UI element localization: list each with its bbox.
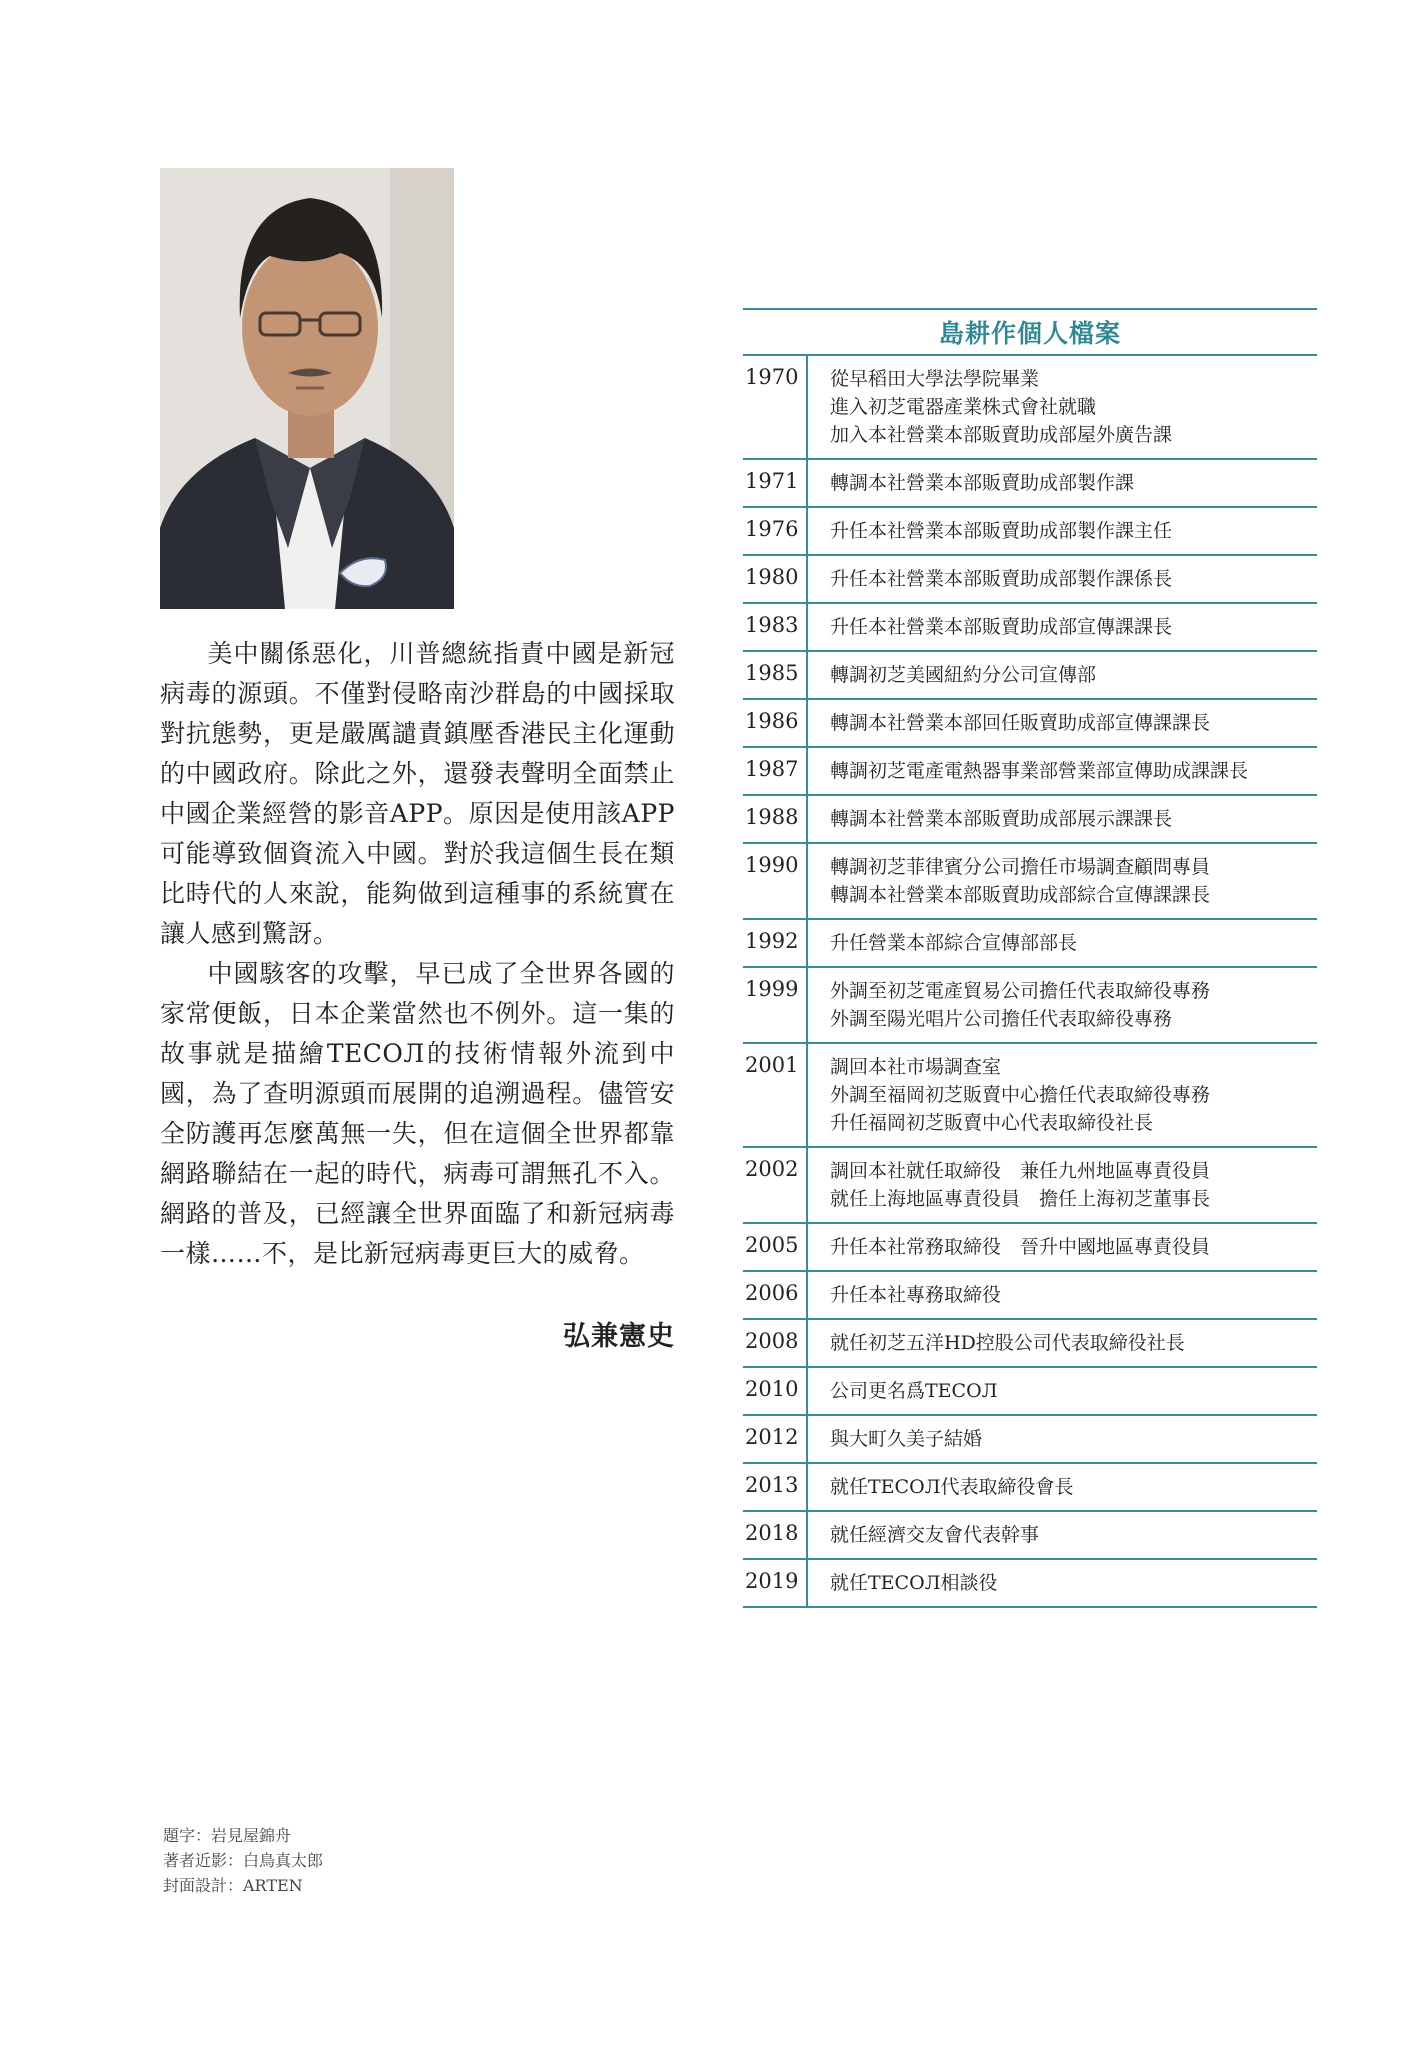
timeline-events [808,700,1317,746]
timeline-events [808,844,1317,918]
timeline-row [743,356,1317,460]
essay-paragraph: 中國駭客的攻擊，早已成了全世界各國的家常便飯，日本企業當然也不例外。這一集的故事就是描繪TECOЛ的技術情報外流到中國，為了查明源頭而展開的追溯過程。儘管安全防護再怎麼萬無一失，但在這個全世界都靠網路聯結在一起的時代，病毒可謂無孔不入。網路的普及，已經讓全世界面臨了和新冠病毒一樣……不，是比新冠病毒更巨大的威脅。 [160,959,675,1268]
timeline-row [743,748,1317,796]
timeline-row [743,1224,1317,1272]
timeline-events [808,1148,1317,1222]
timeline-events [808,1464,1317,1510]
timeline-event: 就任TECOЛ代表取締役會長 [830,1476,1074,1498]
credit-line: 題字：岩見屋錦舟 [163,1826,292,1845]
timeline-year: 1987 [743,748,808,794]
timeline-event: 外調至初芝電產貿易公司擔任代表取締役專務 [830,980,1211,1002]
author-photo [160,168,454,609]
timeline-year: 2002 [743,1148,808,1222]
timeline-event: 轉調本社營業本部回任販賣助成部宣傳課課長 [830,712,1211,734]
timeline-year: 1999 [743,968,808,1042]
timeline-event: 升任本社營業本部販賣助成部製作課係長 [830,568,1173,590]
timeline-year: 2006 [743,1272,808,1318]
timeline-event: 外調至福岡初芝販賣中心擔任代表取締役專務 [830,1084,1211,1106]
timeline-events [808,796,1317,842]
timeline-year: 2010 [743,1368,808,1414]
timeline-year: 1986 [743,700,808,746]
timeline-events [808,556,1317,602]
credits [163,1823,323,1898]
timeline-events [808,356,1317,458]
credit-line: 封面設計：ARTEN [163,1876,303,1895]
timeline-event: 公司更名爲TECOЛ [830,1380,998,1402]
timeline-event: 轉調初芝美國紐約分公司宣傳部 [830,664,1097,686]
timeline-events [808,748,1317,794]
timeline-row [743,796,1317,844]
timeline-year: 2005 [743,1224,808,1270]
timeline-row [743,508,1317,556]
timeline-event: 就任上海地區專責役員 擔任上海初芝董事長 [830,1188,1211,1210]
timeline-event: 調回本社市場調查室 [830,1056,1002,1078]
timeline-year: 2008 [743,1320,808,1366]
timeline-event: 就任經濟交友會代表幹事 [830,1524,1040,1546]
timeline-events [808,1512,1317,1558]
timeline-event: 轉調本社營業本部販賣助成部製作課 [830,472,1135,494]
timeline-event: 升任本社常務取締役 晉升中國地區專責役員 [830,1236,1211,1258]
timeline-row [743,1464,1317,1512]
timeline-row [743,556,1317,604]
timeline-events [808,968,1317,1042]
timeline-row [743,1512,1317,1560]
essay-paragraph: 美中關係惡化，川普總統指責中國是新冠病毒的源頭。不僅對侵略南沙群島的中國採取對抗態勢，更是嚴厲譴責鎮壓香港民主化運動的中國政府。除此之外，還發表聲明全面禁止中國企業經營的影音APP。原因是使用該APP可能導致個資流入中國。對於我這個生長在類比時代的人來說，能夠做到這種事的系統實在讓人感到驚訝。 [160,639,675,948]
timeline-event: 升任本社專務取締役 [830,1284,1002,1306]
credit-line: 著者近影：白鳥真太郎 [163,1851,324,1870]
timeline-event: 轉調本社營業本部販賣助成部綜合宣傳課課長 [830,884,1211,906]
timeline-events [808,1416,1317,1462]
timeline-events [808,508,1317,554]
timeline-event: 調回本社就任取締役 兼任九州地區專責役員 [830,1160,1211,1182]
timeline-event: 加入本社營業本部販賣助成部屋外廣告課 [830,424,1173,446]
essay [160,634,675,1274]
timeline-events [808,1224,1317,1270]
timeline-event: 從早稻田大學法學院畢業 [830,368,1040,390]
timeline-year: 1983 [743,604,808,650]
timeline-event: 升任本社營業本部販賣助成部製作課主任 [830,520,1173,542]
timeline-events [808,1560,1317,1606]
timeline-year: 1970 [743,356,808,458]
timeline-year: 2001 [743,1044,808,1146]
timeline-row [743,920,1317,968]
timeline-year: 1985 [743,652,808,698]
profile-title: 島耕作個人檔案 [743,308,1317,356]
timeline-event: 升任營業本部綜合宣傳部部長 [830,932,1078,954]
timeline-row [743,1368,1317,1416]
timeline-row [743,844,1317,920]
timeline-year: 2018 [743,1512,808,1558]
timeline-event: 轉調初芝電產電熱器事業部營業部宣傳助成課課長 [830,760,1249,782]
timeline-event: 就任初芝五洋HD控股公司代表取締役社長 [830,1332,1185,1354]
timeline-row [743,700,1317,748]
timeline-event: 升任本社營業本部販賣助成部宣傳課課長 [830,616,1173,638]
timeline-event: 轉調初芝菲律賓分公司擔任市場調查顧問專員 [830,856,1211,878]
timeline-events [808,920,1317,966]
timeline-year: 2012 [743,1416,808,1462]
timeline-year: 2013 [743,1464,808,1510]
timeline-events [808,1368,1317,1414]
timeline-events [808,1044,1317,1146]
timeline-row [743,1320,1317,1368]
timeline-row [743,1416,1317,1464]
timeline-event: 外調至陽光唱片公司擔任代表取締役專務 [830,1008,1173,1030]
timeline-row [743,652,1317,700]
timeline-event: 與大町久美子結婚 [830,1428,983,1450]
timeline-year: 1971 [743,460,808,506]
timeline-events [808,1320,1317,1366]
timeline-year: 1990 [743,844,808,918]
timeline-row [743,968,1317,1044]
timeline-event: 就任TECOЛ相談役 [830,1572,998,1594]
timeline-row [743,1044,1317,1148]
timeline-year: 1980 [743,556,808,602]
timeline-row [743,1148,1317,1224]
timeline-year: 2019 [743,1560,808,1606]
timeline-event: 進入初芝電器產業株式會社就職 [830,396,1097,418]
timeline-events [808,1272,1317,1318]
author-signature: 弘兼憲史 [563,1321,675,1352]
timeline-year: 1988 [743,796,808,842]
timeline-row [743,460,1317,508]
profile-timeline [743,308,1317,1608]
timeline-row [743,604,1317,652]
profile-rows [743,356,1317,1608]
timeline-row [743,1272,1317,1320]
timeline-year: 1976 [743,508,808,554]
timeline-events [808,604,1317,650]
timeline-events [808,652,1317,698]
timeline-events [808,460,1317,506]
timeline-row [743,1560,1317,1608]
timeline-event: 轉調本社營業本部販賣助成部展示課課長 [830,808,1173,830]
timeline-year: 1992 [743,920,808,966]
timeline-event: 升任福岡初芝販賣中心代表取締役社長 [830,1112,1154,1134]
